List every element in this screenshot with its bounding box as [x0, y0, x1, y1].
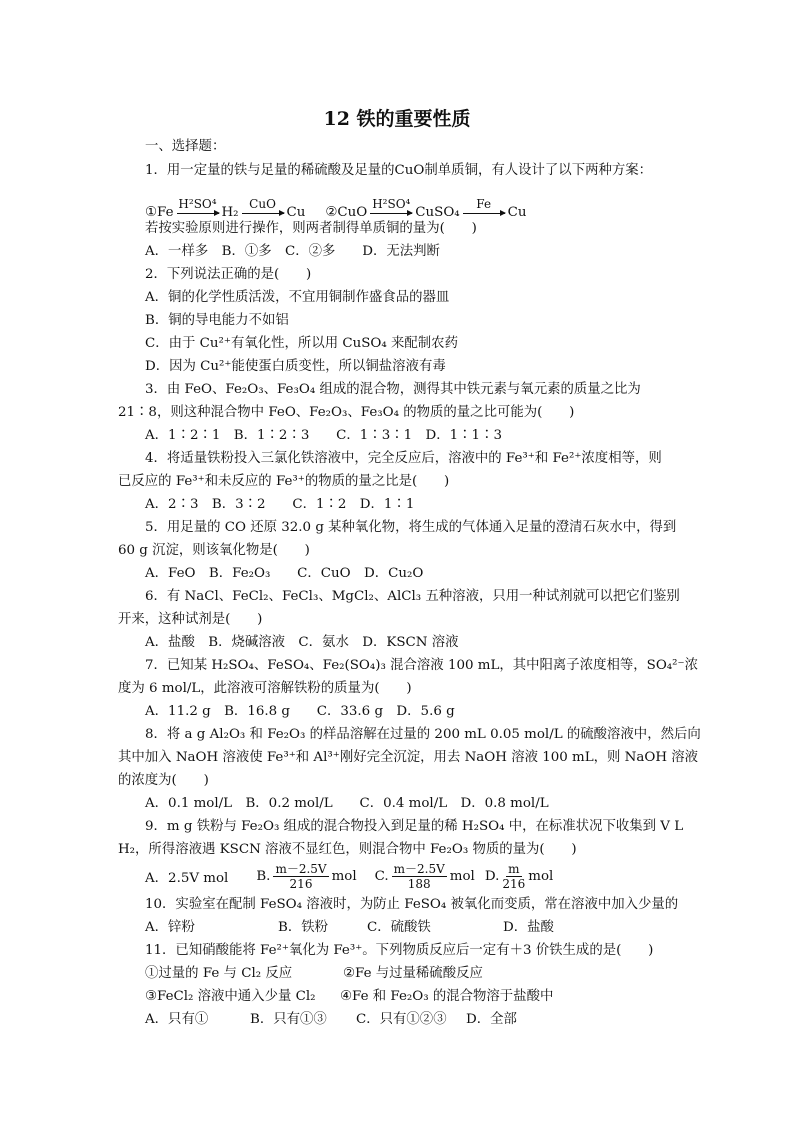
- q2-option-c: C．由于 Cu²⁺有氧化性，所以用 CuSO₄ 来配制农药: [145, 336, 458, 351]
- arrow-icon: [370, 213, 412, 214]
- q3-options: A．1∶2∶1 B．1∶2∶3 C．1∶3∶1 D．1∶1∶3: [145, 428, 502, 443]
- q2-option-a: A．铜的化学性质活泼，不宜用铜制作盛食品的器皿: [145, 290, 450, 305]
- q4-line1: 4．将适量铁粉投入三氯化铁溶液中，完全反应后，溶液中的 Fe³⁺和 Fe²⁺浓度相等，则: [145, 451, 662, 466]
- scheme1-arrow2: [242, 198, 284, 220]
- scheme2-reagent1: H²SO⁴: [372, 197, 411, 211]
- scheme1-mid: H₂: [221, 205, 239, 220]
- q4-line2: 已反应的 Fe³⁺和未反应的 Fe³⁺的物质的量之比是( ): [118, 474, 450, 489]
- q1-followup: 若按实验原则进行操作，则两者制得单质铜的量为( ): [145, 221, 477, 236]
- q8-line1: 8．将 a g Al₂O₃ 和 Fe₂O₃ 的样品溶解在过量的 200 mL 0.05 mol/L 的硫酸溶液中，然后向: [145, 727, 701, 742]
- q10-option-d: D．盐酸: [503, 920, 554, 935]
- q7-options: A．11.2 g B．16.8 g C．33.6 g D．5.6 g: [145, 704, 455, 719]
- q11-option-d: D．全部: [466, 1012, 517, 1027]
- q3-line1: 3．由 FeO、Fe₂O₃、Fe₃O₄ 组成的混合物，测得其中铁元素与氧元素的质量之比为: [145, 382, 641, 397]
- q9-line2: H₂，所得溶液遇 KSCN 溶液不显红色，则混合物中 Fe₂O₃ 物质的量为( ): [118, 842, 577, 857]
- q9-line1: 9．m g 铁粉与 Fe₂O₃ 组成的混合物投入到足量的稀 H₂SO₄ 中，在标准状况下收集到 V L: [145, 819, 684, 834]
- q9-option-b: B. $\frac{m-2.5V}{216}$ mol: [256, 862, 357, 891]
- q1-stem: 1．用一定量的铁与足量的稀硫酸及足量的CuO制单质铜，有人设计了以下两种方案：: [145, 163, 653, 178]
- q10-stem: 10．实验室在配制 FeSO₄ 溶液时，为防止 FeSO₄ 被氧化而变质，常在溶液中加入少量的: [145, 897, 679, 912]
- q2-stem: 2．下列说法正确的是( ): [145, 267, 312, 282]
- q1-options: A．一样多 B．①多 C．②多 D．无法判断: [145, 244, 440, 259]
- q2-option-d: D．因为 Cu²⁺能使蛋白质变性，所以铜盐溶液有毒: [145, 359, 446, 374]
- q8-options: A．0.1 mol/L B．0.2 mol/L C．0.4 mol/L D．0.8 mol/L: [145, 796, 549, 811]
- scheme1-start: ①Fe: [145, 205, 174, 220]
- q10-option-b: B．铁粉: [278, 920, 329, 935]
- q6-options: A．盐酸 B．烧碱溶液 C．氨水 D．KSCN 溶液: [145, 635, 459, 650]
- scheme2-arrow2: [463, 198, 505, 220]
- arrow-icon: [463, 213, 505, 214]
- scheme1-arrow1: [177, 198, 219, 220]
- q10-option-a: A．锌粉: [145, 920, 195, 935]
- arrow-icon: [177, 213, 219, 214]
- q11-item-3: ③FeCl₂ 溶液中通入少量 Cl₂: [145, 989, 316, 1004]
- q1-schemes: [145, 184, 527, 220]
- q9-option-d: D. $\frac{m}{216}$ mol: [484, 862, 554, 891]
- q9-fraction-b: $\frac{m-2.5V}{216}$: [275, 862, 327, 891]
- q11-option-a: A．只有①: [145, 1012, 209, 1027]
- q11-item-4: ④Fe 和 Fe₂O₃ 的混合物溶于盐酸中: [340, 989, 554, 1004]
- scheme2-end: Cu: [507, 205, 527, 220]
- q7-line1: 7．已知某 H₂SO₄、FeSO₄、Fe₂(SO₄)₃ 混合溶液 100 mL，其中阳离子浓度相等，SO₄²⁻浓: [145, 658, 698, 673]
- q11-item-1: ①过量的 Fe 与 Cl₂ 反应: [145, 966, 293, 981]
- q4-options: A．2∶3 B．3∶2 C．1∶2 D．1∶1: [145, 497, 415, 512]
- scheme1-end: Cu: [286, 205, 306, 220]
- q5-line2: 60 g 沉淀，则该氧化物是( ): [118, 543, 310, 558]
- q10-option-c: C．硫酸铁: [367, 920, 431, 935]
- q6-line2: 开来，这种试剂是( ): [118, 612, 263, 627]
- q9-fraction-c: $\frac{m-2.5V}{188}$: [393, 862, 445, 891]
- q8-line2: 其中加入 NaOH 溶液使 Fe³⁺和 Al³⁺刚好完全沉淀，用去 NaOH 溶液 100 mL，则 NaOH 溶液: [118, 750, 699, 765]
- q9-options: [145, 862, 553, 891]
- q11-stem: 11．已知硝酸能将 Fe²⁺氧化为 Fe³⁺。下列物质反应后一定有＋3 价铁生成的是( ): [145, 943, 654, 958]
- q9-fraction-d: $\frac{m}{216}$: [502, 862, 526, 891]
- q2-option-b: B．铜的导电能力不如铝: [145, 313, 289, 328]
- scheme2-reagent2: Fe: [476, 197, 492, 211]
- q11-option-b: B．只有①③: [250, 1012, 327, 1027]
- q11-item-2: ②Fe 与过量稀硫酸反应: [343, 966, 483, 981]
- scheme2-mid: CuSO₄: [415, 205, 460, 220]
- section-heading: 一、选择题：: [145, 139, 226, 154]
- scheme2-start: ②CuO: [325, 205, 368, 220]
- q6-line1: 6．有 NaCl、FeCl₂、FeCl₃、MgCl₂、AlCl₃ 五种溶液，只用一种试剂就可以把它们鉴别: [145, 589, 680, 604]
- scheme1-reagent2: CuO: [249, 197, 276, 211]
- q3-line2: 21∶8，则这种混合物中 FeO、Fe₂O₃、Fe₃O₄ 的物质的量之比可能为( ): [118, 405, 575, 420]
- q9-option-c: C. $\frac{m-2.5V}{188}$ mol: [374, 862, 475, 891]
- q11-option-c: C．只有①②③: [356, 1012, 447, 1027]
- scheme2-arrow1: [370, 198, 412, 220]
- page-title: 12 铁的重要性质: [323, 108, 471, 130]
- q9-option-a: A．2.5V mol: [145, 871, 229, 886]
- scheme1-reagent1: H²SO⁴: [178, 197, 217, 211]
- q8-line3: 的浓度为( ): [118, 773, 209, 788]
- arrow-icon: [242, 213, 284, 214]
- q5-options: A．FeO B．Fe₂O₃ C．CuO D．Cu₂O: [145, 566, 424, 581]
- q5-line1: 5．用足量的 CO 还原 32.0 g 某种氧化物，将生成的气体通入足量的澄清石灰水中，得到: [145, 520, 677, 535]
- q7-line2: 度为 6 mol/L，此溶液可溶解铁粉的质量为( ): [118, 681, 412, 696]
